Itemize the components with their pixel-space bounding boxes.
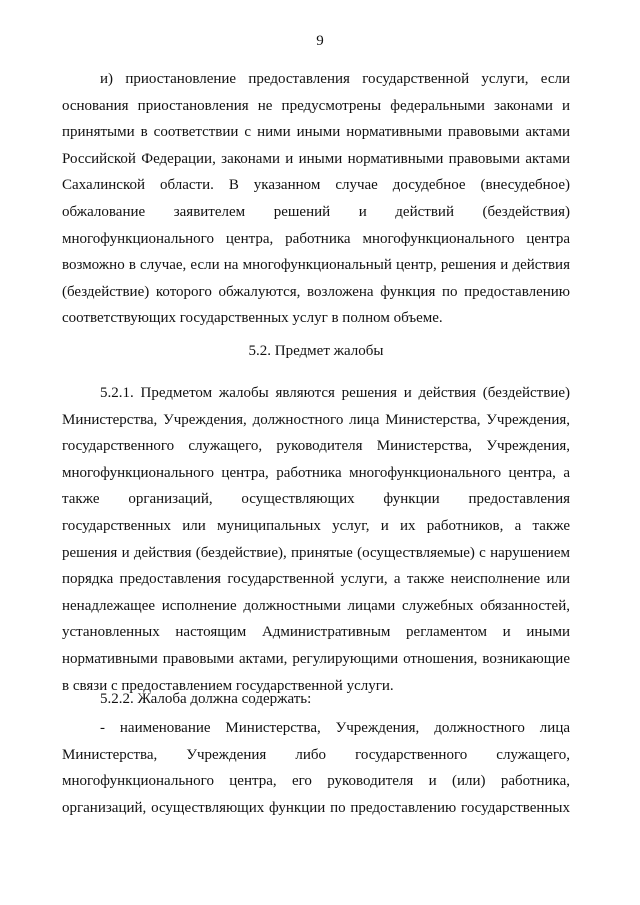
text-line: многофункционального центра, работника многофункционального центра (62, 230, 570, 247)
text-line: - наименование Министерства, Учреждения, должностного лица (100, 720, 570, 736)
text-line: организаций, осуществляющих функции по предоставлению государственных (62, 799, 570, 816)
text-line: также организаций, осуществляющих функции предоставления (62, 491, 570, 508)
text-line: (бездействие) которого обжалуются, возложена функция по предоставлению (62, 283, 570, 300)
text-line: установленных настоящим Административным регламентом и иными (62, 624, 570, 641)
paragraph-5-2-2 (62, 686, 570, 713)
text-line: порядка предоставления государственной услуги, а также неисполнение или (62, 571, 570, 588)
text-line: Министерства, Учреждения либо государственного служащего, (62, 746, 570, 763)
text-line: принятыми в соответствии с ними иными нормативными правовыми актами (62, 124, 570, 141)
text-line: решения и действия (бездействие), принятые (осуществляемые) с нарушением (62, 544, 570, 561)
text-line: многофункционального центра, его руководителя и (или) работника, (62, 773, 570, 790)
text-line: обжалование заявителем решений и действий (бездействия) (62, 203, 570, 220)
text-line: 5.2.2. Жалоба должна содержать: (100, 691, 312, 707)
text-line: соответствующих государственных услуг в полном объеме. (62, 310, 443, 327)
text-line: Министерства, Учреждения, должностного лица Министерства, Учреждения, (62, 411, 570, 428)
text-line: Сахалинской области. В указанном случае досудебное (внесудебное) (62, 177, 570, 194)
paragraph-5-2-1 (62, 380, 570, 699)
text-line: Российской Федерации, законами и иными нормативными правовыми актами (62, 150, 570, 167)
text-line: и) приостановление предоставления государственной услуги, если (100, 71, 570, 87)
text-line: основания приостановления не предусмотрены федеральными законами и (62, 97, 570, 114)
page-number: 9 (316, 33, 324, 49)
text-line: 5.2.1. Предметом жалобы являются решения и действия (бездействие) (100, 385, 570, 401)
text-line: государственного служащего, руководителя Министерства, Учреждения, (62, 438, 570, 455)
text-line: возможно в случае, если на многофункциональный центр, решения и действия (62, 257, 570, 274)
section-heading: 5.2. Предмет жалобы (248, 343, 384, 359)
text-line: ненадлежащее исполнение должностными лицами служебных обязанностей, (62, 597, 570, 614)
paragraph-list-item (62, 715, 570, 821)
text-line: государственных или муниципальных услуг, и их работников, а также (62, 517, 570, 534)
paragraph-item-i (62, 66, 570, 332)
text-line: в связи с предоставлением государственной услуги. (62, 677, 394, 694)
text-line: нормативными правовыми актами, регулирующими отношения, возникающие (62, 650, 570, 667)
text-line: многофункционального центра, работника многофункционального центра, а (62, 464, 570, 481)
